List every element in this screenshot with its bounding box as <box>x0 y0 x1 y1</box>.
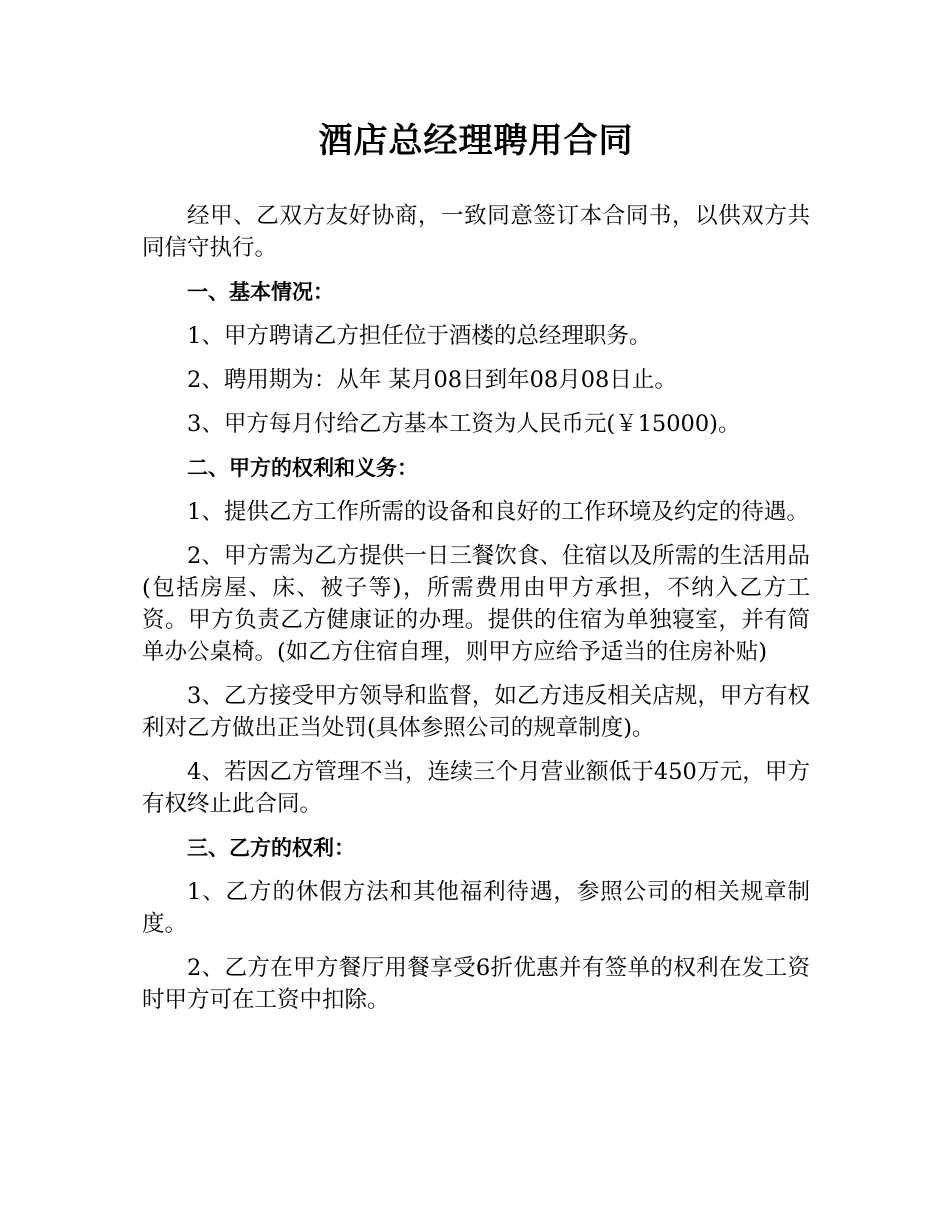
clause-paragraph: 2、乙方在甲方餐厅用餐享受6折优惠并有签单的权利在发工资时甲方可在工资中扣除。 <box>142 955 810 1013</box>
clause-paragraph: 3、乙方接受甲方领导和监督，如乙方违反相关店规，甲方有权利对乙方做出正当处罚(具体参照公司的规章制度)。 <box>142 683 810 741</box>
document-body <box>142 200 810 1028</box>
section-heading: 三、乙方的权利： <box>187 836 355 860</box>
document-title: 酒店总经理聘用合同 <box>318 121 634 161</box>
clause-paragraph: 2、甲方需为乙方提供一日三餐饮食、住宿以及所需的生活用品(包括房屋、床、被子等)，所需费用由甲方承担，不纳入乙方工资。甲方负责乙方健康证的办理。提供的住宿为单独寝室，并有简单办公桌椅。(如乙方住宿自理，则甲方应给予适当的住房补贴) <box>142 543 810 665</box>
section-party-a-rights <box>142 452 810 820</box>
intro-paragraph: 经甲、乙双方友好协商，一致同意签订本合同书，以供双方共同信守执行。 <box>142 203 810 261</box>
clause-paragraph: 1、乙方的休假方法和其他福利待遇，参照公司的相关规章制度。 <box>142 879 810 937</box>
section-basic-info <box>142 276 810 440</box>
clause-paragraph: 4、若因乙方管理不当，连续三个月营业额低于450万元，甲方有权终止此合同。 <box>142 759 810 817</box>
clause-paragraph: 1、提供乙方工作所需的设备和良好的工作环境及约定的待遇。 <box>187 499 809 525</box>
clause-paragraph: 1、甲方聘请乙方担任位于酒楼的总经理职务。 <box>187 323 652 349</box>
clause-paragraph: 3、甲方每月付给乙方基本工资为人民币元(￥15000)。 <box>187 411 741 437</box>
section-party-b-rights <box>142 832 810 1016</box>
clause-paragraph: 2、聘用期为：从年 某月08日到年08月08日止。 <box>187 367 677 393</box>
section-heading: 二、甲方的权利和义务： <box>187 456 418 480</box>
section-heading: 一、基本情况： <box>187 280 334 304</box>
